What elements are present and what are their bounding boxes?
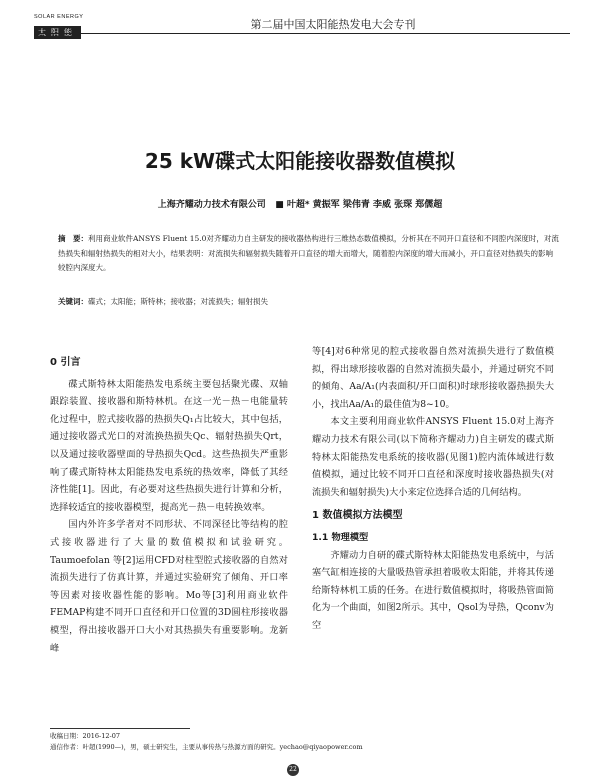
keywords-text: 碟式；太阳能；斯特林；接收器；对流损失；辐射损失 (88, 297, 268, 306)
left-column (50, 348, 288, 657)
page-number: 22 (287, 764, 299, 776)
keywords-label: 关键词： (58, 297, 88, 306)
keywords (58, 296, 560, 307)
author-note: 通信作者：叶超(1990—)，男，硕士研究生，主要从事传热与热源方面的研究。yechao@qiyaopower.com (50, 743, 363, 751)
logo-chinese-text: 太阳能 (34, 26, 81, 39)
article-title: 25 kW碟式太阳能接收器数值模拟 (144, 149, 456, 173)
paragraph: 碟式斯特林太阳能热发电系统主要包括聚光碟、双轴跟踪装置、接收器和斯特林机。在这一光－热－电能量转化过程中，腔式接收器的热损失Q₁占比较大，其中包括，通过接收器式光口的对流换热损失Qc、辐射热损失Qrt，以及通过接收器壁面的导热损失Qcd。这些热损失严重影响了碟式斯特林太阳能热发电系统的热效率，降低了其经济性能[1]。因此，有必要对这些热损失进行计算和分析，选择较适宜的接收器模型，提高光－热－电转换效率。 (50, 378, 288, 513)
journal-logo (34, 14, 90, 39)
abstract-label: 摘 要： (58, 234, 88, 243)
section-heading-method: 1 数值模拟方法模型 (312, 510, 403, 522)
subsection-heading-physical-model: 1.1 物理模型 (312, 531, 369, 543)
affiliation: 上海齐耀动力技术有限公司 (157, 200, 266, 210)
abstract-text: 利用商业软件ANSYS Fluent 15.0对齐耀动力自主研发的接收器热构进行三维热态数值模拟，分析其在不同开口直径和不同腔内深度时，对流热损失和辐射热损失的相对大小，结果表明：对流损失和辐射损失随着开口直径的增大而增大，随着腔内深度的增大而减小，开口直径对热损失的影响较腔内深度大。 (58, 234, 559, 272)
paragraph: 本文主要利用商业软件ANSYS Fluent 15.0对上海齐耀动力技术有限公司(以下简称齐耀动力)自主研发的碟式斯特林太阳能热发电系统的接收器(见图1)腔内流体域进行数值模拟，通过比较不同开口直径和深度时接收器热损失(对流损失和辐射损失)大小来定位选择合适的几何结构。 (312, 416, 554, 498)
paragraph: 齐耀动力自研的碟式斯特林太阳能热发电系统中，与活塞气缸相连接的大量吸热管承担着吸收太阳能，并将其传递给斯特林机工质的任务。在进行数值模拟时，将吸热管面简化为一个曲面，如图2所示。其中，Qsol为导热，Qconv为空 (312, 549, 554, 631)
running-header-title: 第二届中国太阳能热发电大会专刊 (250, 18, 416, 31)
section-heading-introduction: 0 引言 (50, 357, 81, 368)
header-divider (34, 33, 570, 34)
authors: ■ 叶超* 黄振军 梁伟青 李威 张琛 郑儒超 (275, 200, 443, 210)
byline (0, 197, 600, 210)
logo-english-text: SOLAR ENERGY (34, 14, 84, 20)
right-column (312, 343, 554, 635)
paragraph: 等[4]对6种常见的腔式接收器自然对流损失进行了数值模拟，得出球形接收器的自然对流损失最小，并通过研究不同的倾角、Aa/A₁(内表面积/开口面积)时球形接收器热损失大小，找出Aa/A₁的最佳值为8~10。 (312, 346, 554, 410)
footnote-divider (50, 728, 190, 729)
abstract (58, 232, 560, 276)
paragraph: 国内外许多学者对不同形状、不同深径比等结构的腔式接收器进行了大量的数值模拟和试验研究。Taumoefolan 等[2]运用CFD对柱型腔式接收器的自然对流损失进行了仿真计算，并通过实验研究了倾角、开口率等因素对接收器性能的影响。Mo等[3]利用商业软件FEMAP构建不同开口直径和开口位置的3D圆柱形接收器模型，得出接收器开口大小对其热损失有重要影响。龙新峰 (50, 519, 288, 654)
received-date: 收稿日期：2016-12-07 (50, 732, 120, 740)
